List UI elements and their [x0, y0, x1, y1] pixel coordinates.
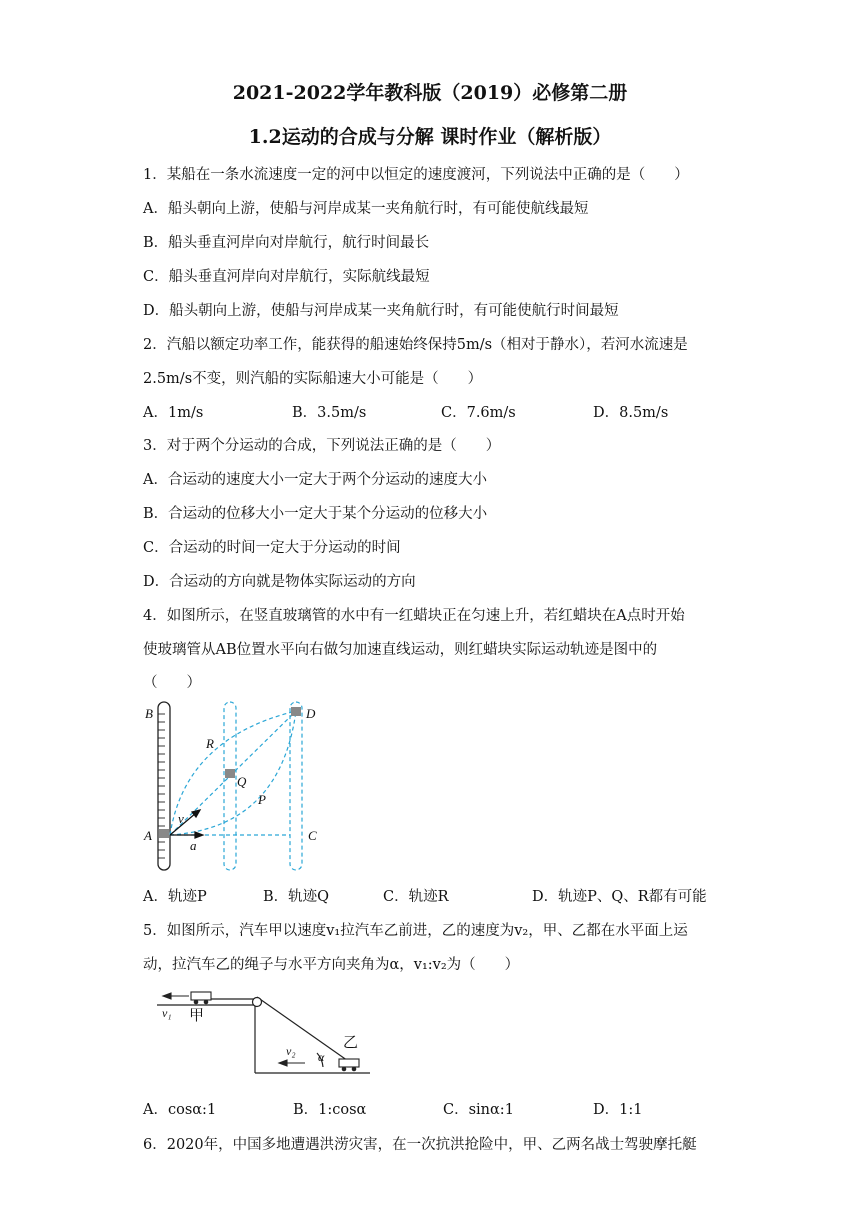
- label-alpha: α: [318, 1050, 325, 1064]
- question-6-stem: 6．2020年，中国多地遭遇洪涝灾害，在一次抗洪抢险中，甲、乙两名战士驾驶摩托艇: [143, 1137, 697, 1153]
- question-2-option-b: B．3.5m/s: [292, 405, 367, 421]
- question-1-stem: 1．某船在一条水流速度一定的河中以恒定的速度渡河，下列说法中正确的是（ ）: [143, 167, 689, 183]
- question-5-figure: [155, 983, 385, 1075]
- question-4-option-a: A．轨迹P: [143, 889, 207, 905]
- page-title-line1: 2021-2022学年教科版（2019）必修第二册: [232, 82, 628, 104]
- question-2-stem-line2: 2.5m/s不变，则汽船的实际船速大小可能是（ ）: [143, 371, 483, 387]
- question-2-option-a: A．1m/s: [143, 405, 204, 421]
- question-1-option-a: A．船头朝向上游，使船与河岸成某一夹角航行时，有可能使航线最短: [143, 201, 589, 217]
- question-4-option-d: D．轨迹P、Q、R都有可能: [532, 889, 707, 905]
- label-v2: v₂: [286, 1044, 296, 1058]
- question-3-option-a: A．合运动的速度大小一定大于两个分运动的速度大小: [143, 472, 487, 488]
- label-a-accel: a: [190, 838, 197, 853]
- question-3-option-c: C．合运动的时间一定大于分运动的时间: [143, 540, 401, 556]
- question-3-option-b: B．合运动的位移大小一定大于某个分运动的位移大小: [143, 506, 488, 522]
- label-q: Q: [237, 774, 247, 789]
- wax-block-d: [291, 707, 301, 716]
- question-5-stem-line2: 动，拉汽车乙的绳子与水平方向夹角为α，v₁:v₂为（ ）: [143, 957, 520, 973]
- question-4-stem-line1: 4．如图所示，在竖直玻璃管的水中有一红蜡块正在匀速上升，若红蜡块在A点时开始: [143, 608, 685, 624]
- label-p: P: [258, 792, 266, 807]
- label-d: D: [306, 706, 316, 721]
- label-v1: v₁: [162, 1006, 172, 1020]
- question-4-figure: [140, 698, 330, 876]
- label-jia: 甲: [189, 1008, 205, 1024]
- wax-block-q: [225, 769, 235, 778]
- car-yi: [339, 1059, 359, 1071]
- page-title-line2: 1.2运动的合成与分解 课时作业（解析版）: [248, 126, 612, 148]
- question-3-stem: 3．对于两个分运动的合成，下列说法正确的是（ ）: [143, 438, 501, 454]
- question-4-stem-line3: （ ）: [143, 675, 201, 691]
- question-1-option-b: B．船头垂直河岸向对岸航行，航行时间最长: [143, 235, 430, 251]
- label-yi: 乙: [343, 1035, 359, 1051]
- question-4-stem-line2: 使玻璃管从AB位置水平向右做匀加速直线运动，则红蜡块实际运动轨迹是图中的: [143, 642, 658, 658]
- question-2-stem-line1: 2．汽船以额定功率工作，能获得的船速始终保持5m/s（相对于静水），若河水流速是: [143, 337, 688, 353]
- question-5-option-b: B．1:cosα: [293, 1102, 367, 1118]
- glass-tube-ab: [158, 702, 170, 870]
- question-5-stem-line1: 5．如图所示，汽车甲以速度v₁拉汽车乙前进，乙的速度为v₂，甲、乙都在水平面上运: [143, 923, 688, 939]
- question-5-option-d: D．1:1: [593, 1102, 643, 1118]
- question-5-option-c: C．sinα:1: [443, 1102, 514, 1118]
- label-c: C: [308, 828, 317, 843]
- question-4-option-b: B．轨迹Q: [263, 889, 330, 905]
- label-a-point: A: [144, 828, 152, 843]
- question-3-option-d: D．合运动的方向就是物体实际运动的方向: [143, 574, 416, 590]
- question-2-option-d: D．8.5m/s: [593, 405, 669, 421]
- car-jia: [191, 992, 211, 1004]
- question-1-option-c: C．船头垂直河岸向对岸航行，实际航线最短: [143, 269, 430, 285]
- question-2-option-c: C．7.6m/s: [441, 405, 516, 421]
- label-r: R: [206, 736, 214, 751]
- question-1-option-d: D．船头朝向上游，使船与河岸成某一夹角航行时，有可能使航行时间最短: [143, 303, 619, 319]
- label-v: v: [178, 811, 184, 826]
- question-5-option-a: A．cosα:1: [143, 1102, 217, 1118]
- question-4-option-c: C．轨迹R: [383, 889, 449, 905]
- label-b: B: [145, 706, 153, 721]
